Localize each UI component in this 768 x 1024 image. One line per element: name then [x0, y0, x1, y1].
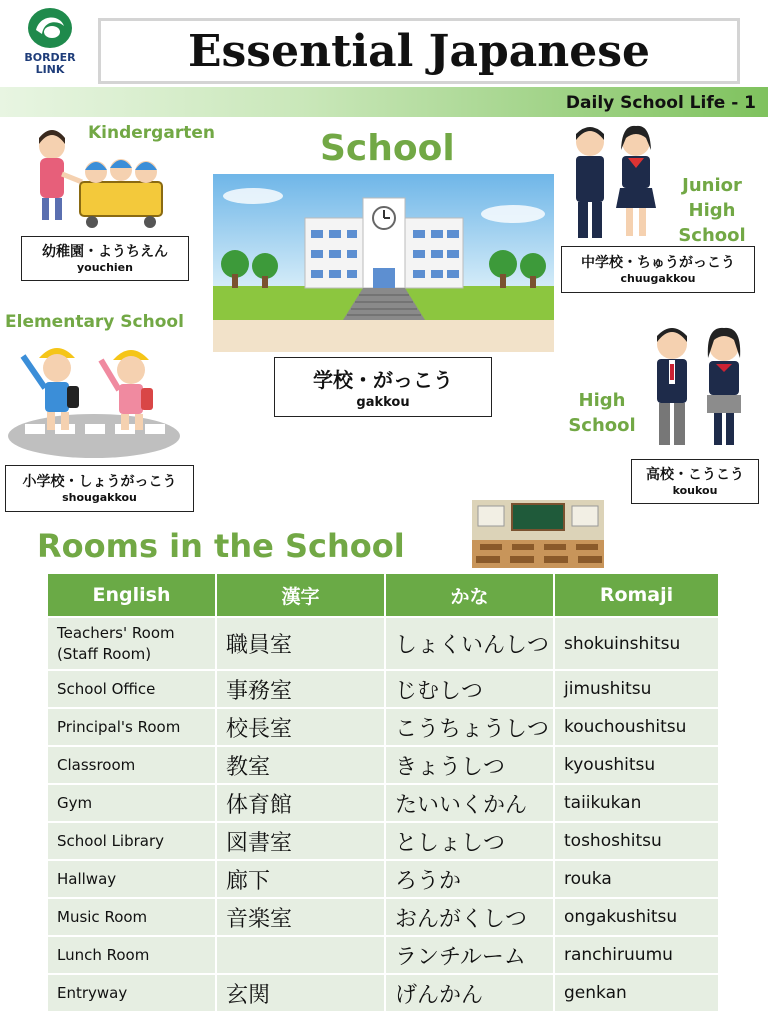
cell-romaji: kouchoushitsu: [555, 709, 718, 745]
cell-english: School Library: [48, 823, 215, 859]
high-school-romaji: koukou: [672, 484, 718, 497]
logo-line-1: BORDER: [24, 51, 76, 64]
junior-high-students-illustration: [566, 124, 662, 242]
cell-kanji: 校長室: [217, 709, 384, 745]
cell-english: Principal's Room: [48, 709, 215, 745]
column-header-kanji: 漢字: [217, 574, 384, 616]
cell-romaji: taiikukan: [555, 785, 718, 821]
cell-kana: しょくいんしつ: [386, 618, 553, 669]
school-romaji: gakkou: [356, 395, 410, 410]
junior-high-kanji: 中学校・ちゅうがっこう: [581, 255, 735, 271]
page-title: Essential Japanese: [98, 18, 740, 84]
cell-english: Entryway: [48, 975, 215, 1011]
elementary-kanji: 小学校・しょうがっこう: [22, 474, 177, 490]
classroom-illustration: [472, 500, 604, 568]
cell-english: Gym: [48, 785, 215, 821]
cell-romaji: ranchiruumu: [555, 937, 718, 973]
kindergarten-romaji: youchien: [77, 261, 133, 274]
cell-romaji: kyoushitsu: [555, 747, 718, 783]
junior-high-label: [656, 173, 768, 248]
cell-kanji: [217, 937, 384, 973]
cell-kanji: 図書室: [217, 823, 384, 859]
high-school-label-line-2: School: [568, 415, 636, 436]
logo-line-2: LINK: [35, 63, 65, 76]
cell-kana: たいいくかん: [386, 785, 553, 821]
school-kanji: 学校・がっこう: [313, 368, 453, 392]
kindergarten-label: Kindergarten: [88, 123, 215, 143]
high-school-kanji: 高校・こうこう: [646, 467, 744, 483]
cell-kanji: 音楽室: [217, 899, 384, 935]
rooms-table: [46, 572, 720, 1013]
cell-english: Lunch Room: [48, 937, 215, 973]
cell-english: Classroom: [48, 747, 215, 783]
high-school-box: [631, 459, 759, 504]
cell-english: School Office: [48, 671, 215, 707]
table-row: [48, 899, 718, 935]
elementary-romaji: shougakkou: [62, 491, 137, 504]
cell-romaji: jimushitsu: [555, 671, 718, 707]
cell-kana: おんがくしつ: [386, 899, 553, 935]
cell-kana: げんかん: [386, 975, 553, 1011]
table-row: [48, 975, 718, 1011]
elementary-students-illustration: [5, 338, 183, 462]
logo-text: [14, 52, 86, 76]
cell-kanji: 教室: [217, 747, 384, 783]
high-school-students-illustration: [646, 324, 750, 452]
cell-english: Hallway: [48, 861, 215, 897]
junior-high-label-line-2: School: [678, 225, 746, 246]
table-row: [48, 709, 718, 745]
cell-kanji: 職員室: [217, 618, 384, 669]
table-row: [48, 618, 718, 669]
cell-kana: じむしつ: [386, 671, 553, 707]
cell-romaji: toshoshitsu: [555, 823, 718, 859]
cell-kanji: 事務室: [217, 671, 384, 707]
cell-romaji: genkan: [555, 975, 718, 1011]
cell-romaji: shokuinshitsu: [555, 618, 718, 669]
rooms-section-title: Rooms in the School: [37, 527, 405, 565]
school-building-illustration: [213, 174, 554, 352]
cell-english: Teachers' Room (Staff Room): [48, 618, 215, 669]
cell-kanji: 玄関: [217, 975, 384, 1011]
elementary-box: [5, 465, 194, 512]
column-header-kana: かな: [386, 574, 553, 616]
cell-kana: こうちょうしつ: [386, 709, 553, 745]
page-subtitle: Daily School Life - 1: [565, 93, 756, 113]
junior-high-box: [561, 246, 755, 293]
school-box: [274, 357, 492, 417]
junior-high-label-line-1: Junior High: [682, 175, 742, 221]
kindergarten-illustration: [30, 124, 168, 232]
high-school-label: [566, 388, 638, 438]
table-row: [48, 823, 718, 859]
cell-kanji: 廊下: [217, 861, 384, 897]
table-row: [48, 785, 718, 821]
column-header-romaji: Romaji: [555, 574, 718, 616]
school-label: School: [320, 128, 455, 169]
high-school-label-line-1: High: [578, 390, 626, 411]
cell-english: Music Room: [48, 899, 215, 935]
column-header-english: English: [48, 574, 215, 616]
cell-kana: ランチルーム: [386, 937, 553, 973]
cell-kana: きょうしつ: [386, 747, 553, 783]
table-row: [48, 747, 718, 783]
cell-kanji: 体育館: [217, 785, 384, 821]
cell-romaji: rouka: [555, 861, 718, 897]
cell-kana: ろうか: [386, 861, 553, 897]
kindergarten-box: [21, 236, 189, 281]
cell-kana: としょしつ: [386, 823, 553, 859]
table-row: [48, 671, 718, 707]
kindergarten-kanji: 幼稚園・ようちえん: [42, 244, 168, 260]
table-row: [48, 861, 718, 897]
elementary-label: Elementary School: [5, 312, 184, 332]
table-header-row: [48, 574, 718, 616]
table-row: [48, 937, 718, 973]
junior-high-romaji: chuugakkou: [620, 272, 696, 285]
cell-romaji: ongakushitsu: [555, 899, 718, 935]
